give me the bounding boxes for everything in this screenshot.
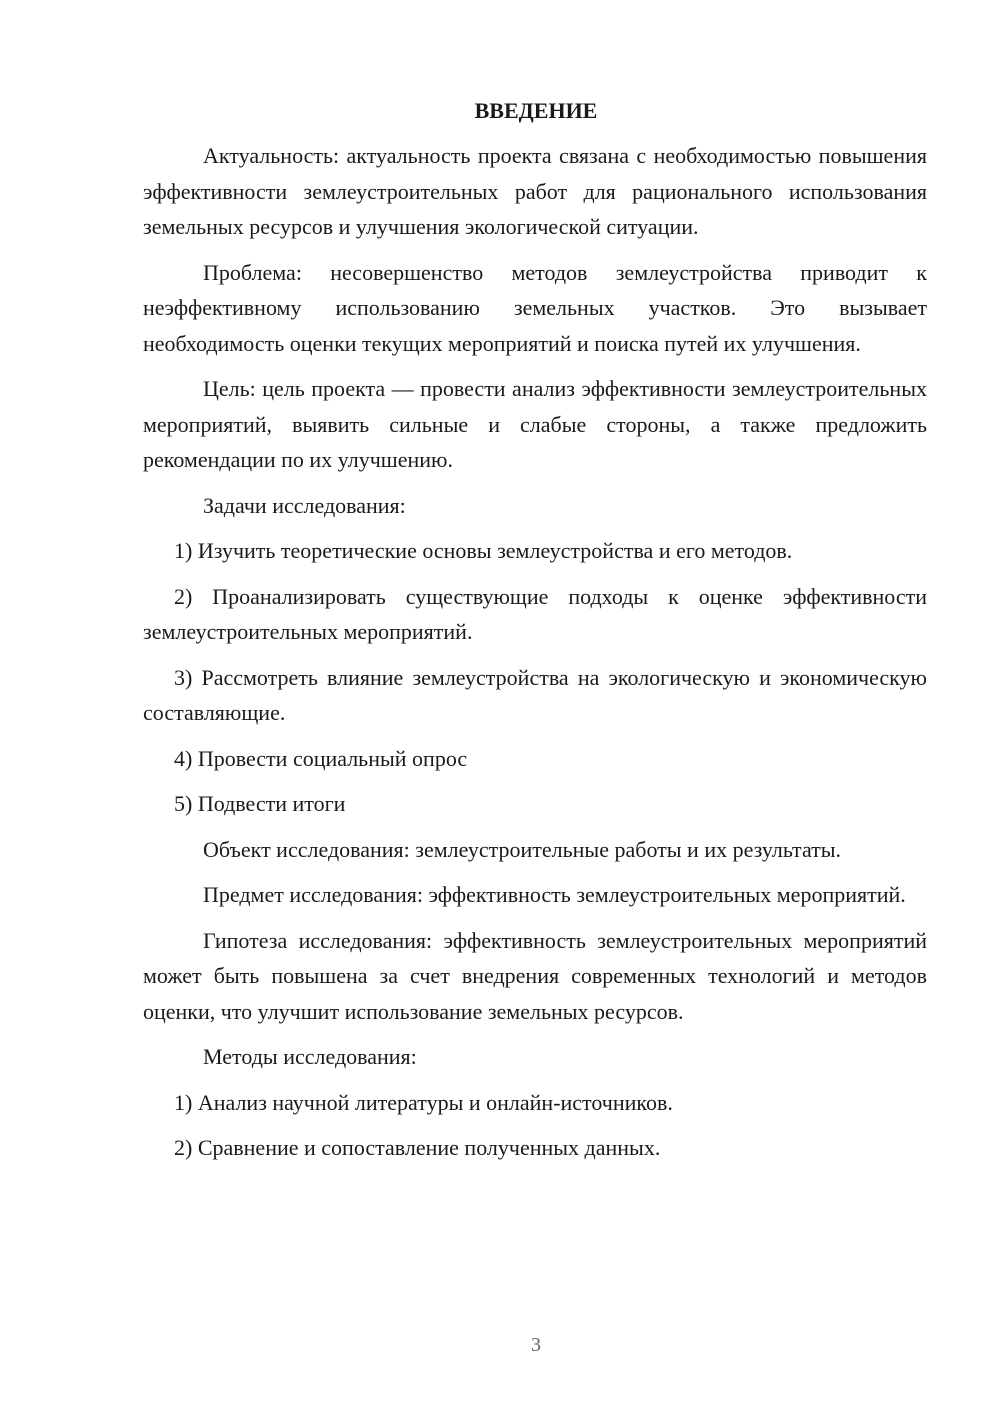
document-page bbox=[143, 96, 927, 1176]
method-item-2: 2) Сравнение и сопоставление полученных данных. bbox=[174, 1135, 661, 1160]
task-item-1: 1) Изучить теоретические основы землеустройства и его методов. bbox=[174, 538, 793, 563]
subject-paragraph: Предмет исследования: эффективность землеустроительных мероприятий. bbox=[203, 882, 906, 907]
tasks-title: Задачи исследования: bbox=[203, 492, 406, 518]
methods-title: Методы исследования: bbox=[203, 1044, 417, 1069]
task-item-3: 3) Рассмотреть влияние землеустройства на экологическую и экономическую составляющие. bbox=[143, 664, 927, 725]
object-paragraph: Объект исследования: землеустроительные работы и их результаты. bbox=[203, 836, 842, 862]
section-heading: ВВЕДЕНИЕ bbox=[474, 98, 598, 123]
method-item-1: 1) Анализ научной литературы и онлайн-источников. bbox=[174, 1089, 673, 1115]
relevance-paragraph: Актуальность: актуальность проекта связана с необходимостью повышения эффективности землеустроительных работ для рационального использования земельных ресурсов и улучшения экологической ситуации. bbox=[143, 143, 927, 239]
page-number: 3 bbox=[531, 1334, 541, 1356]
hypothesis-paragraph: Гипотеза исследования: эффективность землеустроительных мероприятий может быть повышена за счет внедрения современных технологий и методов оценки, что улучшит использование земельных ресурсов. bbox=[143, 927, 927, 1024]
task-item-5: 5) Подвести итоги bbox=[174, 791, 346, 816]
goal-paragraph: Цель: цель проекта — провести анализ эффективности землеустроительных мероприятий, выявить сильные и слабые стороны, а также предложить рекомендации по их улучшению. bbox=[143, 376, 927, 472]
task-item-4: 4) Провести социальный опрос bbox=[174, 745, 468, 771]
problem-paragraph: Проблема: несовершенство методов землеустройства приводит к неэффективному использованию земельных участков. Это вызывает необходимость оценки текущих мероприятий и поиска путей их улучшения. bbox=[143, 259, 927, 356]
task-item-2: 2) Проанализировать существующие подходы к оценке эффективности землеустроительных мероприятий. bbox=[143, 583, 927, 644]
